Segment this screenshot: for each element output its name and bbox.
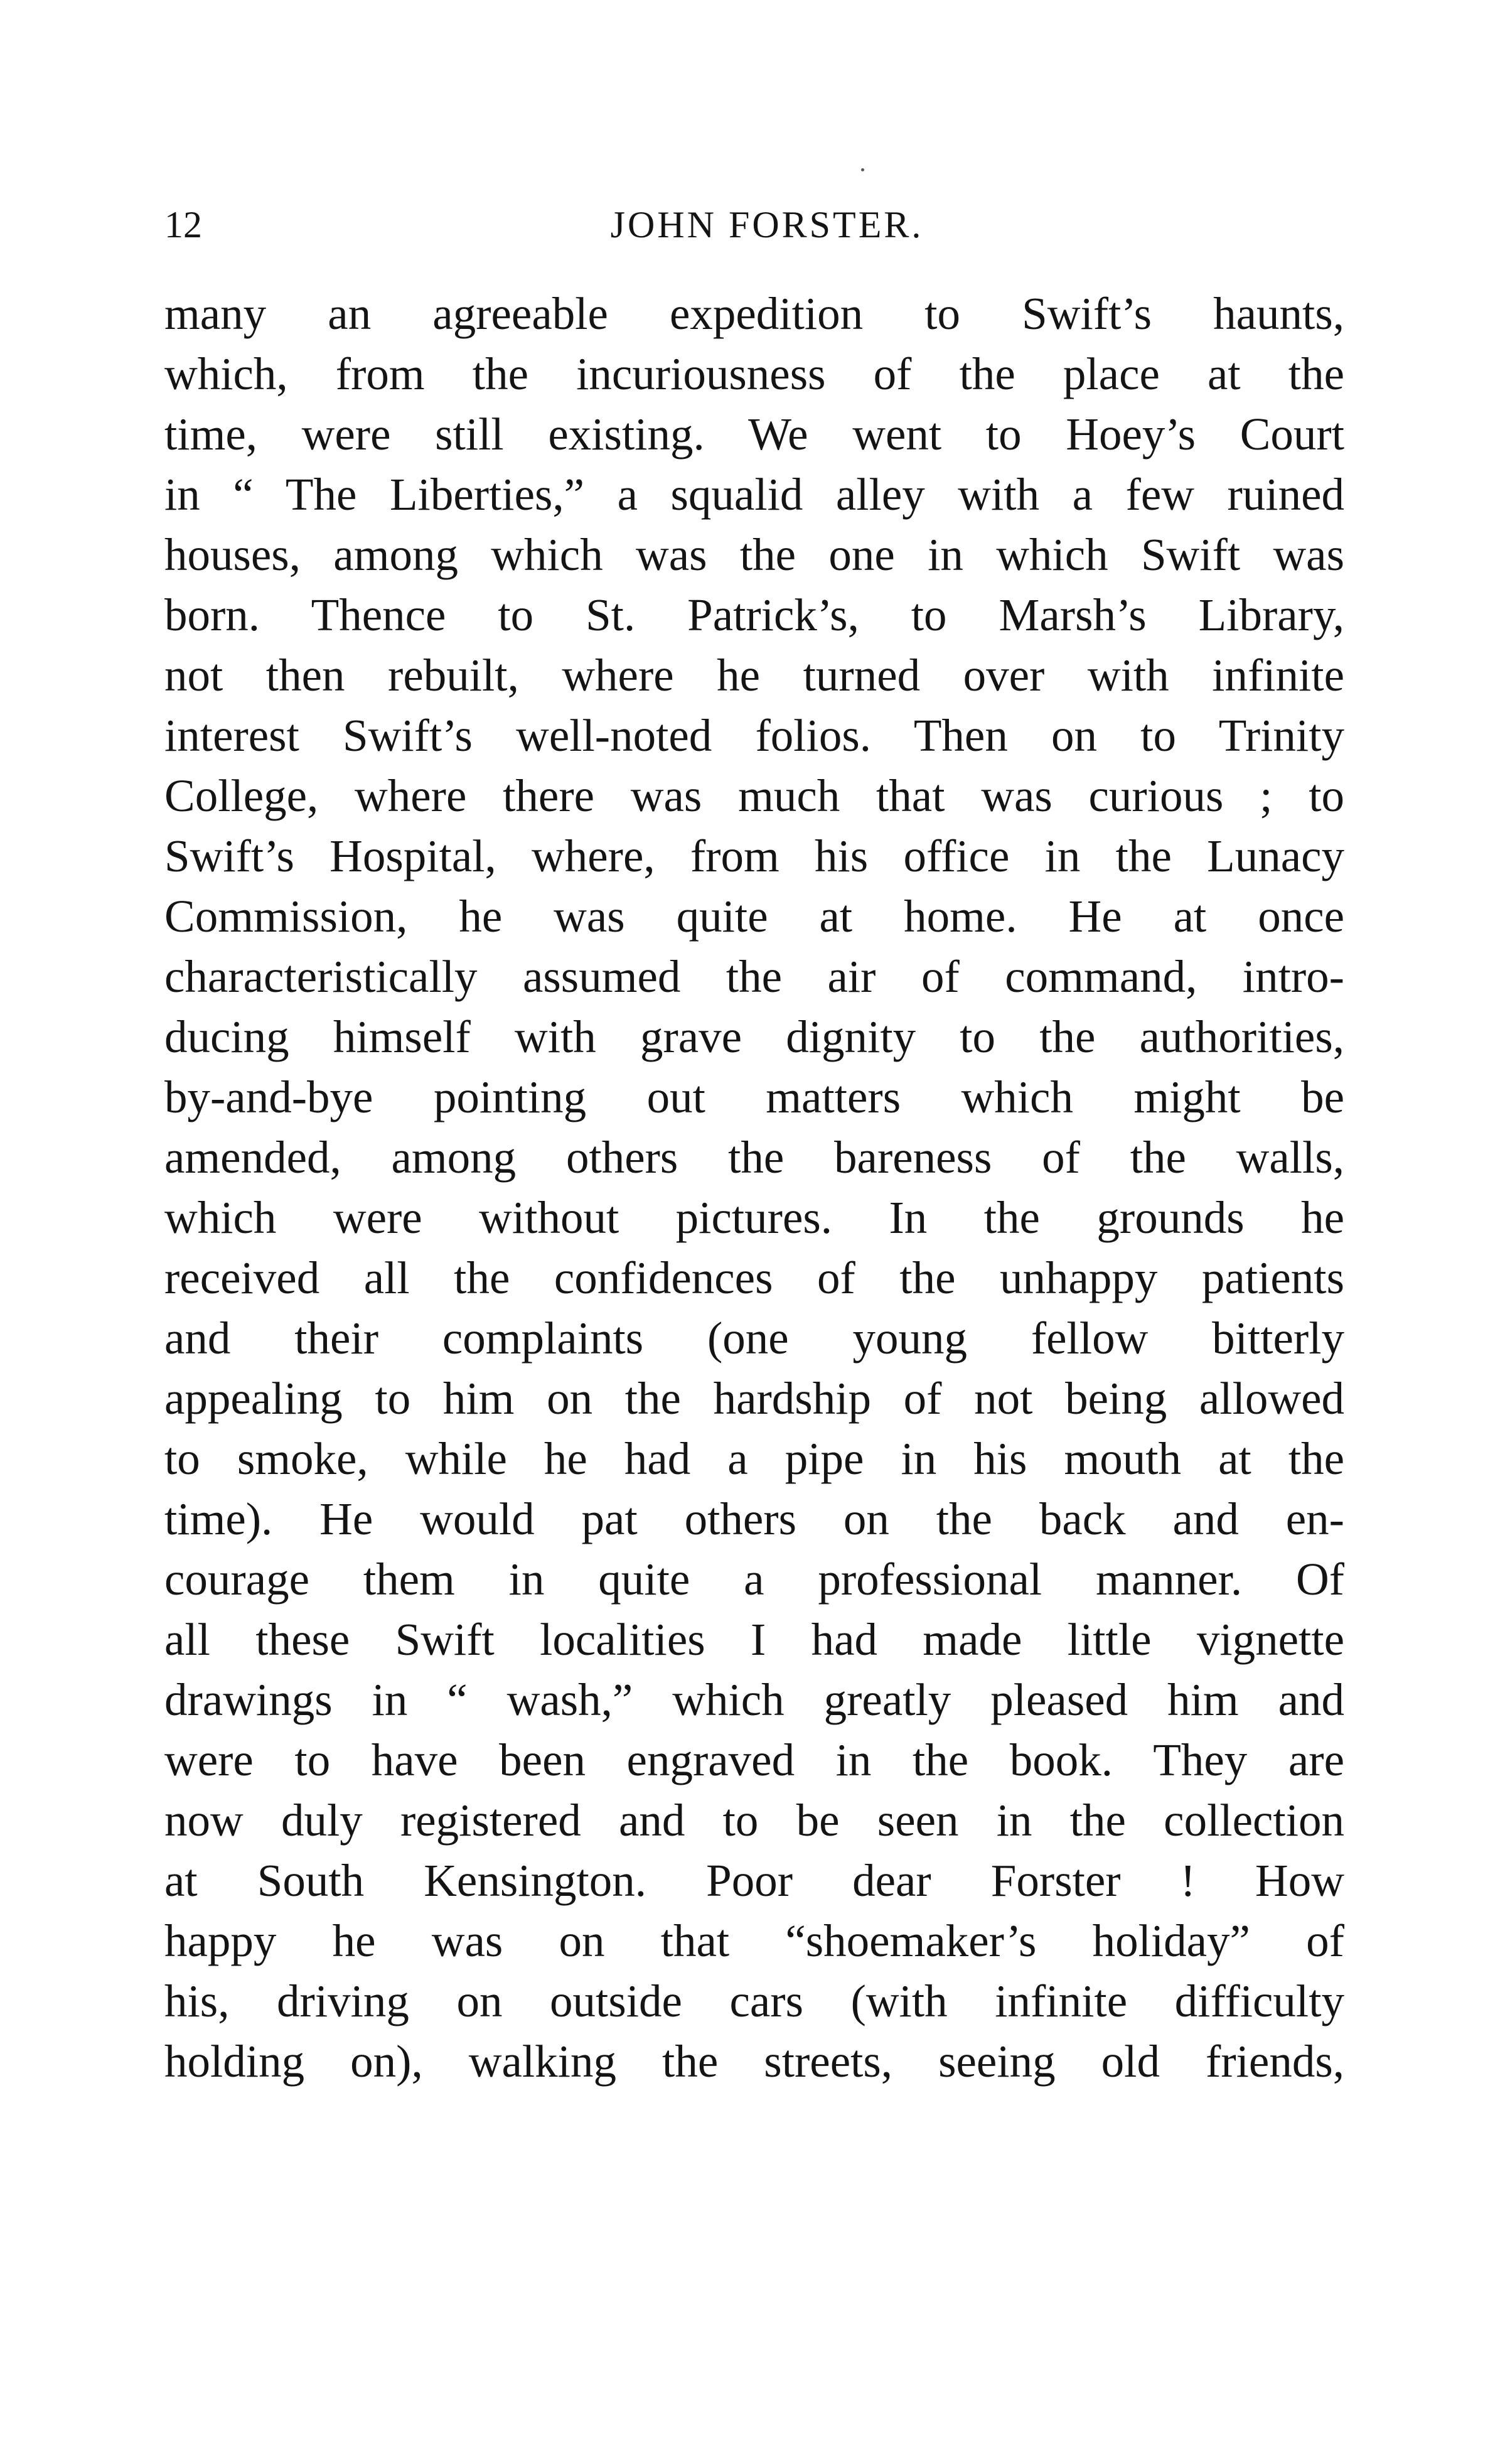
text-line-22: courage them in quite a professional manner. Of xyxy=(164,1554,1344,1605)
text-line-17: received all the confidences of the unhappy patients xyxy=(164,1252,1344,1303)
text-line-27: at South Kensington. Poor dear Forster ! How xyxy=(164,1855,1344,1906)
text-line-3: time, were still existing. We went to Hoey’s Court xyxy=(164,409,1344,460)
running-title: JOHN FORSTER. xyxy=(610,204,924,245)
text-line-28: happy he was on that “shoemaker’s holiday” of xyxy=(164,1915,1344,1966)
text-line-15: amended, among others the bareness of the walls, xyxy=(164,1132,1344,1183)
text-line-7: not then rebuilt, where he turned over with infinite xyxy=(164,650,1344,701)
text-line-5: houses, among which was the one in which Swift was xyxy=(164,529,1344,580)
text-line-14: by-and-bye pointing out matters which might be xyxy=(164,1072,1344,1122)
text-line-8: interest Swift’s well-noted folios. Then on to Trinity xyxy=(164,710,1344,761)
text-line-12: characteristically assumed the air of command, intro- xyxy=(164,951,1344,1002)
text-line-9: College, where there was much that was curious ; to xyxy=(164,770,1344,821)
text-line-26: now duly registered and to be seen in the collection xyxy=(164,1795,1344,1846)
text-line-1: many an agreeable expedition to Swift’s haunts, xyxy=(164,288,1344,339)
text-line-2: which, from the incuriousness of the place at the xyxy=(164,348,1344,399)
text-line-21: time). He would pat others on the back and en- xyxy=(164,1493,1344,1544)
text-line-11: Commission, he was quite at home. He at once xyxy=(164,891,1344,942)
text-line-4: in “ The Liberties,” a squalid alley with a few ruined xyxy=(164,469,1344,520)
text-line-23: all these Swift localities I had made little vignette xyxy=(164,1614,1344,1665)
body-text xyxy=(164,284,1344,2092)
text-line-24: drawings in “ wash,” which greatly pleased him and xyxy=(164,1674,1344,1725)
text-line-29: his, driving on outside cars (with infinite difficulty xyxy=(164,1976,1344,2026)
text-line-6: born. Thence to St. Patrick’s, to Marsh’s Library, xyxy=(164,589,1344,640)
text-line-20: to smoke, while he had a pipe in his mouth at the xyxy=(164,1433,1344,1484)
text-line-30: holding on), walking the streets, seeing old friends, xyxy=(164,2036,1344,2087)
text-line-18: and their complaints (one young fellow bitterly xyxy=(164,1313,1344,1364)
page-number: 12 xyxy=(164,204,202,245)
text-line-25: were to have been engraved in the book. They are xyxy=(164,1735,1344,1785)
print-speck xyxy=(861,168,864,171)
text-line-10: Swift’s Hospital, where, from his office in the Lunacy xyxy=(164,831,1344,881)
text-line-19: appealing to him on the hardship of not being allowed xyxy=(164,1373,1344,1424)
text-line-16: which were without pictures. In the grounds he xyxy=(164,1192,1344,1243)
text-line-13: ducing himself with grave dignity to the authorities, xyxy=(164,1011,1344,1062)
running-head xyxy=(164,200,1344,250)
